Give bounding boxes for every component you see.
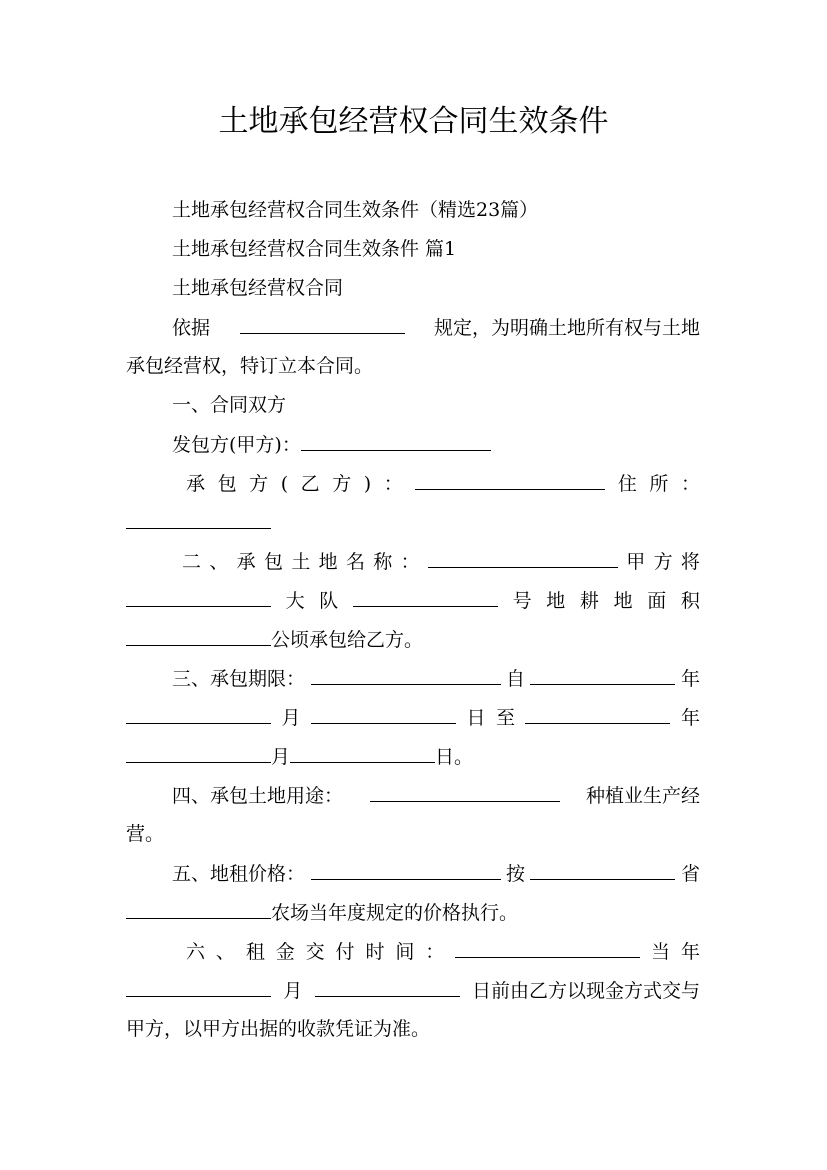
section-6-end: 甲方，以甲方出据的收款凭证为准。 xyxy=(126,1018,431,1040)
char: 大 xyxy=(285,590,305,612)
char: 方 xyxy=(249,473,269,495)
char: 积 xyxy=(680,590,700,612)
char: 方 xyxy=(653,551,673,573)
char: 日 xyxy=(466,707,486,729)
section-4-end: 营。 xyxy=(126,823,165,845)
area-blank[interactable] xyxy=(126,625,271,646)
blank-field[interactable] xyxy=(530,859,675,880)
char: 二 xyxy=(182,551,202,573)
text: 月 xyxy=(283,980,303,1002)
char: 当 xyxy=(651,941,671,963)
char: 至 xyxy=(495,707,515,729)
section-1: 一、合同双方 xyxy=(172,394,287,416)
section-3-cont xyxy=(126,703,700,732)
char: 地 xyxy=(546,590,566,612)
char: 租 xyxy=(245,941,265,963)
char: 土 xyxy=(291,551,311,573)
party-a-line xyxy=(172,430,746,459)
char: ( xyxy=(280,473,289,495)
text: 公顷承包给乙方。 xyxy=(271,629,424,651)
char: 方 xyxy=(332,473,352,495)
blank-field[interactable] xyxy=(126,586,271,607)
party-b-line xyxy=(186,469,700,498)
usage-blank[interactable] xyxy=(370,781,560,802)
char: 称 xyxy=(373,551,393,573)
residence-blank[interactable] xyxy=(126,508,271,529)
char: 将 xyxy=(680,551,700,573)
section-4 xyxy=(172,781,700,810)
blank-field[interactable] xyxy=(311,859,501,880)
blank-field[interactable] xyxy=(311,664,501,685)
blank-field[interactable] xyxy=(455,937,640,958)
char: 地 xyxy=(613,590,633,612)
paragraph-basis-cont: 承包经营权，特订立本合同。 xyxy=(126,355,374,377)
section-3-end xyxy=(126,742,700,771)
text: 日前由乙方以现金方式交与 xyxy=(471,980,700,1002)
char: ) xyxy=(363,473,372,495)
party-a-label: 发包方(甲方)： xyxy=(172,434,301,456)
char: 耕 xyxy=(579,590,599,612)
char: 年 xyxy=(680,941,700,963)
party-b-blank[interactable] xyxy=(415,469,605,490)
section-2-end xyxy=(126,625,700,654)
section-2-cont xyxy=(126,586,700,615)
blank-field[interactable] xyxy=(126,898,271,919)
section-5 xyxy=(172,859,700,888)
char: 、 xyxy=(209,551,229,573)
text: 日。 xyxy=(435,746,474,768)
blank-field[interactable] xyxy=(126,976,271,997)
section-6-cont xyxy=(126,976,700,1005)
char: 包 xyxy=(263,551,283,573)
char: 乙 xyxy=(300,473,320,495)
section-5-end xyxy=(126,898,700,927)
char: 时 xyxy=(365,941,385,963)
section-heading: 土地承包经营权合同生效条件 篇1 xyxy=(172,238,457,260)
blank-field[interactable] xyxy=(525,703,670,724)
text: 按 xyxy=(505,863,525,885)
text: 自 xyxy=(505,668,525,690)
char: ： xyxy=(425,941,445,963)
char: 名 xyxy=(345,551,365,573)
char: 交 xyxy=(305,941,325,963)
blank-field[interactable] xyxy=(530,664,675,685)
blank-field[interactable] xyxy=(290,742,435,763)
char: 承 xyxy=(236,551,256,573)
char: 年 xyxy=(680,707,700,729)
char: 甲 xyxy=(626,551,646,573)
contract-title: 土地承包经营权合同 xyxy=(172,277,344,299)
document-title: 土地承包经营权合同生效条件 xyxy=(218,104,609,139)
char: 金 xyxy=(275,941,295,963)
text: 省 xyxy=(680,863,700,885)
char: 所 xyxy=(649,473,669,495)
basis-label: 依据 xyxy=(172,317,211,339)
heading: 土地承包经营权合同生效条件（精选23篇） xyxy=(172,199,539,221)
blank-field[interactable] xyxy=(126,742,271,763)
blank-field[interactable] xyxy=(353,586,498,607)
land-name-blank[interactable] xyxy=(428,547,618,568)
char: 包 xyxy=(217,473,237,495)
party-a-blank[interactable] xyxy=(301,430,491,451)
text: 农场当年度规定的价格执行。 xyxy=(271,902,519,924)
text: 年 xyxy=(680,668,700,690)
char: 月 xyxy=(281,707,301,729)
text: 种植业生产经 xyxy=(585,785,700,807)
char: 付 xyxy=(335,941,355,963)
blank-field[interactable] xyxy=(126,703,271,724)
paragraph-basis xyxy=(172,313,700,342)
char: ： xyxy=(680,473,700,495)
text: 三、承包期限： xyxy=(172,668,306,690)
section-2 xyxy=(182,547,700,576)
text: 月 xyxy=(271,746,291,768)
basis-text: 规定，为明确土地所有权与土地 xyxy=(433,317,700,339)
blank-field[interactable] xyxy=(240,313,405,334)
char: 队 xyxy=(319,590,339,612)
section-3 xyxy=(172,664,700,693)
text: 四、承包土地用途： xyxy=(172,785,344,807)
char: 号 xyxy=(512,590,532,612)
char: 、 xyxy=(215,941,235,963)
char: 六 xyxy=(186,941,206,963)
section-6 xyxy=(186,937,700,966)
char: 面 xyxy=(647,590,667,612)
char: 地 xyxy=(318,551,338,573)
blank-field[interactable] xyxy=(311,703,456,724)
char: ： xyxy=(400,551,420,573)
char: ： xyxy=(383,473,403,495)
char: 承 xyxy=(186,473,206,495)
blank-field[interactable] xyxy=(315,976,460,997)
text: 五、地租价格： xyxy=(172,863,306,885)
residence-line xyxy=(126,508,700,537)
char: 住 xyxy=(617,473,637,495)
char: 间 xyxy=(395,941,415,963)
